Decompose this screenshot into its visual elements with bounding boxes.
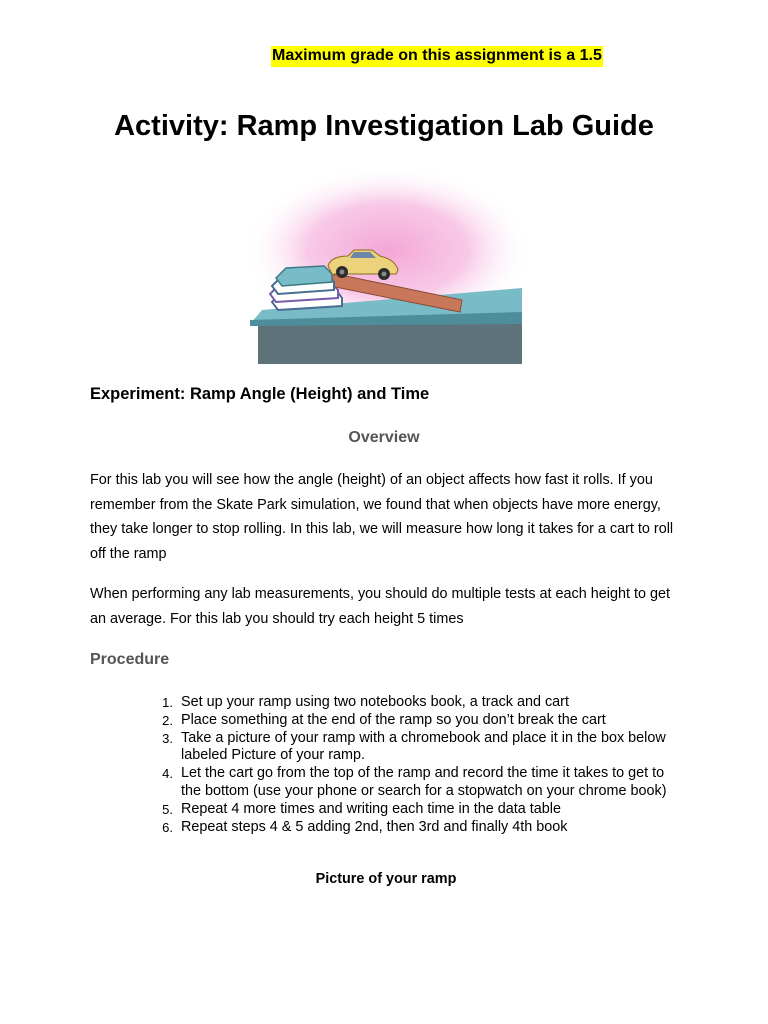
step-text: Repeat 4 more times and writing each time in the data table [181,800,561,817]
ramp-illustration [248,170,524,364]
grade-notice: Maximum grade on this assignment is a 1.5 [271,46,603,67]
overview-heading: Overview [348,429,420,446]
procedure-step [162,711,681,730]
overview-paragraph: When performing any lab measurements, you should do multiple tests at each height to get an average. For this lab you should try each height 5 times [90,586,670,627]
step-text: Let the cart go from the top of the ramp and record the time it takes to get to the bottom (use your phone or search for a stopwatch on your chrome book) [181,765,667,799]
experiment-heading: Experiment: Ramp Angle (Height) and Time [90,385,430,403]
step-text: Place something at the end of the ramp so you don’t break the cart [181,711,606,728]
step-number: 2. [162,712,173,728]
procedure-steps-list [162,694,681,836]
procedure-step [162,800,681,819]
step-number: 5. [162,801,173,817]
step-number: 1. [162,695,173,710]
step-text: Set up your ramp using two notebooks book, a track and cart [181,694,569,710]
step-text: Repeat steps 4 & 5 adding 2nd, then 3rd and finally 4th book [181,818,568,835]
procedure-step [162,818,681,837]
picture-box-label: Picture of your ramp [315,871,457,887]
procedure-step [162,694,681,712]
step-number: 4. [162,766,173,782]
procedure-step [162,729,681,766]
step-text: Take a picture of your ramp with a chromebook and place it in the box below labeled Picture of your ramp. [181,729,666,764]
step-number: 3. [162,730,173,746]
overview-paragraph: For this lab you will see how the angle (height) of an object affects how fast it rolls. If you remember from the Skate Park simulation, we found that when objects have more energy, they take longer to stop rolling. In this lab, we will measure how long it takes for a cart to roll off the ramp [90,472,674,562]
procedure-step [162,765,681,801]
step-number: 6. [162,819,173,835]
document-title: Activity: Ramp Investigation Lab Guide [114,110,654,142]
procedure-heading: Procedure [90,651,170,668]
